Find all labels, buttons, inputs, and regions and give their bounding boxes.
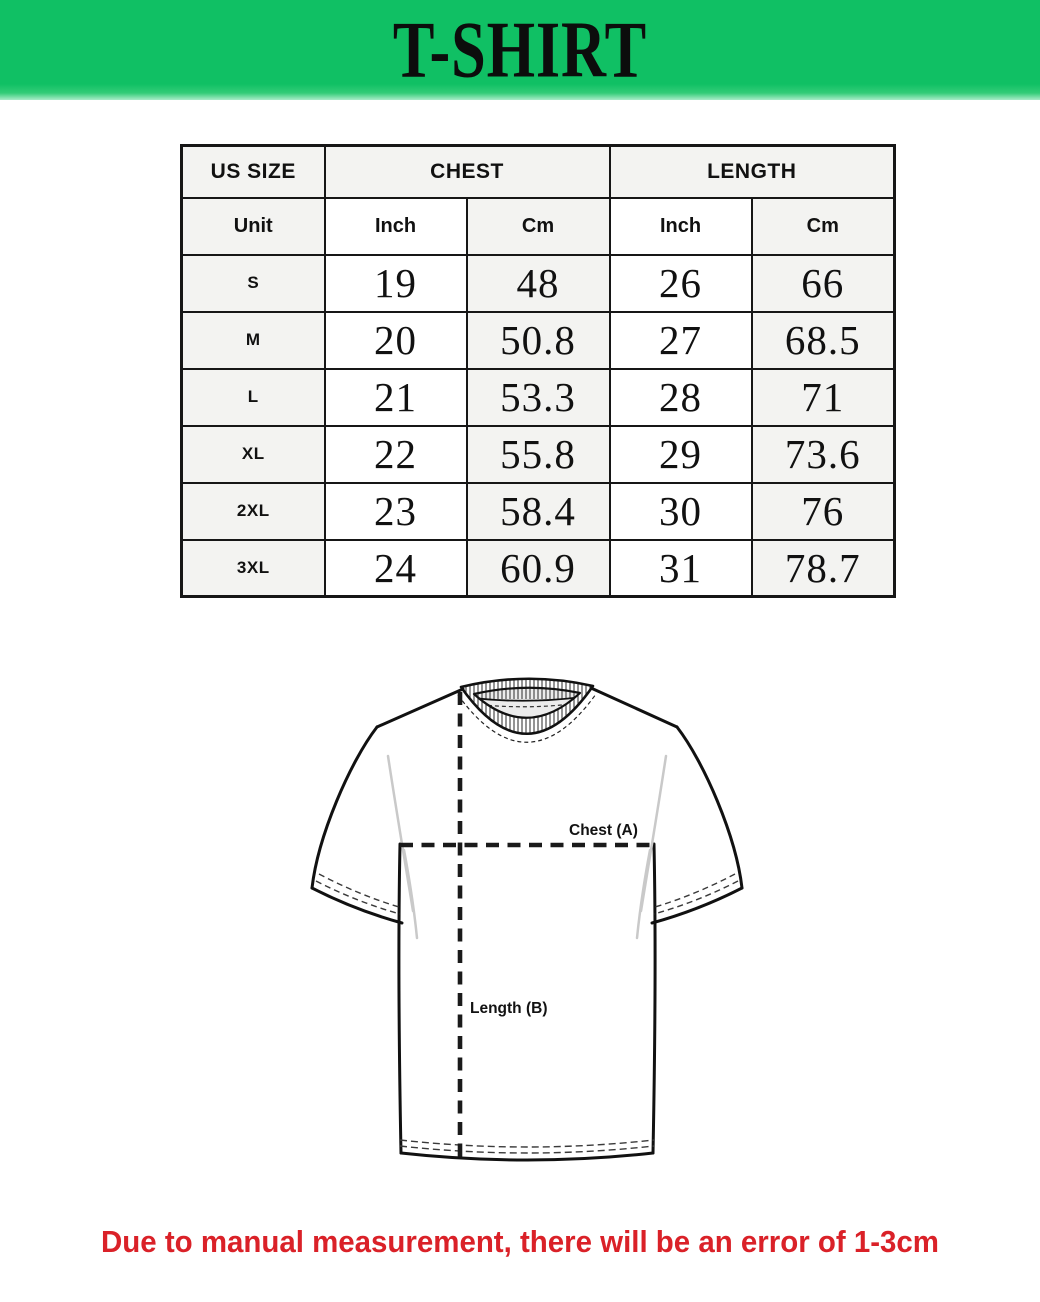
- cell-chest-inch: 24: [325, 540, 467, 597]
- cell-chest-cm: 55.8: [467, 426, 610, 483]
- cell-length-cm: 66: [752, 255, 895, 312]
- cell-length-cm: 78.7: [752, 540, 895, 597]
- cell-size: 3XL: [182, 540, 325, 597]
- cell-length-cm: 71: [752, 369, 895, 426]
- header-length: LENGTH: [610, 146, 895, 198]
- measurement-lines: [400, 692, 654, 1161]
- cell-chest-cm: 53.3: [467, 369, 610, 426]
- disclaimer-text: Due to manual measurement, there will be an error of 1-3cm: [101, 1224, 939, 1259]
- tshirt-outline: [312, 688, 742, 1160]
- cell-chest-cm: 48: [467, 255, 610, 312]
- cell-chest-cm: 60.9: [467, 540, 610, 597]
- cell-size: 2XL: [182, 483, 325, 540]
- table-row: [182, 255, 895, 312]
- table-row: [182, 312, 895, 369]
- cell-size: M: [182, 312, 325, 369]
- table-unit-row: [182, 198, 895, 255]
- cell-length-cm: 73.6: [752, 426, 895, 483]
- unit-cell-length-inch: Inch: [610, 198, 752, 255]
- cell-length-inch: 31: [610, 540, 752, 597]
- cell-chest-inch: 19: [325, 255, 467, 312]
- cell-length-cm: 76: [752, 483, 895, 540]
- size-table: [180, 144, 896, 598]
- cell-length-inch: 26: [610, 255, 752, 312]
- cell-length-inch: 29: [610, 426, 752, 483]
- table-header-row: [182, 146, 895, 198]
- table-row: [182, 540, 895, 597]
- cell-chest-inch: 21: [325, 369, 467, 426]
- cell-chest-inch: 22: [325, 426, 467, 483]
- cell-length-cm: 68.5: [752, 312, 895, 369]
- cell-chest-cm: 58.4: [467, 483, 610, 540]
- collar: [458, 679, 596, 743]
- unit-cell-chest-inch: Inch: [325, 198, 467, 255]
- cell-chest-cm: 50.8: [467, 312, 610, 369]
- title-banner: [0, 0, 1040, 100]
- unit-cell-chest-cm: Cm: [467, 198, 610, 255]
- cell-length-inch: 30: [610, 483, 752, 540]
- cuff-stitching: [316, 874, 738, 914]
- cell-size: XL: [182, 426, 325, 483]
- header-chest: CHEST: [325, 146, 610, 198]
- tshirt-diagram: [280, 650, 760, 1170]
- table-row: [182, 426, 895, 483]
- cell-size: L: [182, 369, 325, 426]
- length-label: Length (B): [470, 1000, 548, 1017]
- unit-cell-length-cm: Cm: [752, 198, 895, 255]
- cell-chest-inch: 20: [325, 312, 467, 369]
- cell-length-inch: 28: [610, 369, 752, 426]
- cell-size: S: [182, 255, 325, 312]
- table-row: [182, 369, 895, 426]
- cell-length-inch: 27: [610, 312, 752, 369]
- size-table-body: [182, 255, 895, 597]
- table-row: [182, 483, 895, 540]
- unit-cell-label: Unit: [182, 198, 325, 255]
- hem-stitching: [400, 1140, 654, 1153]
- cell-chest-inch: 23: [325, 483, 467, 540]
- page-title: T-SHIRT: [392, 5, 648, 95]
- chest-label: Chest (A): [569, 822, 638, 839]
- header-us-size: US SIZE: [182, 146, 325, 198]
